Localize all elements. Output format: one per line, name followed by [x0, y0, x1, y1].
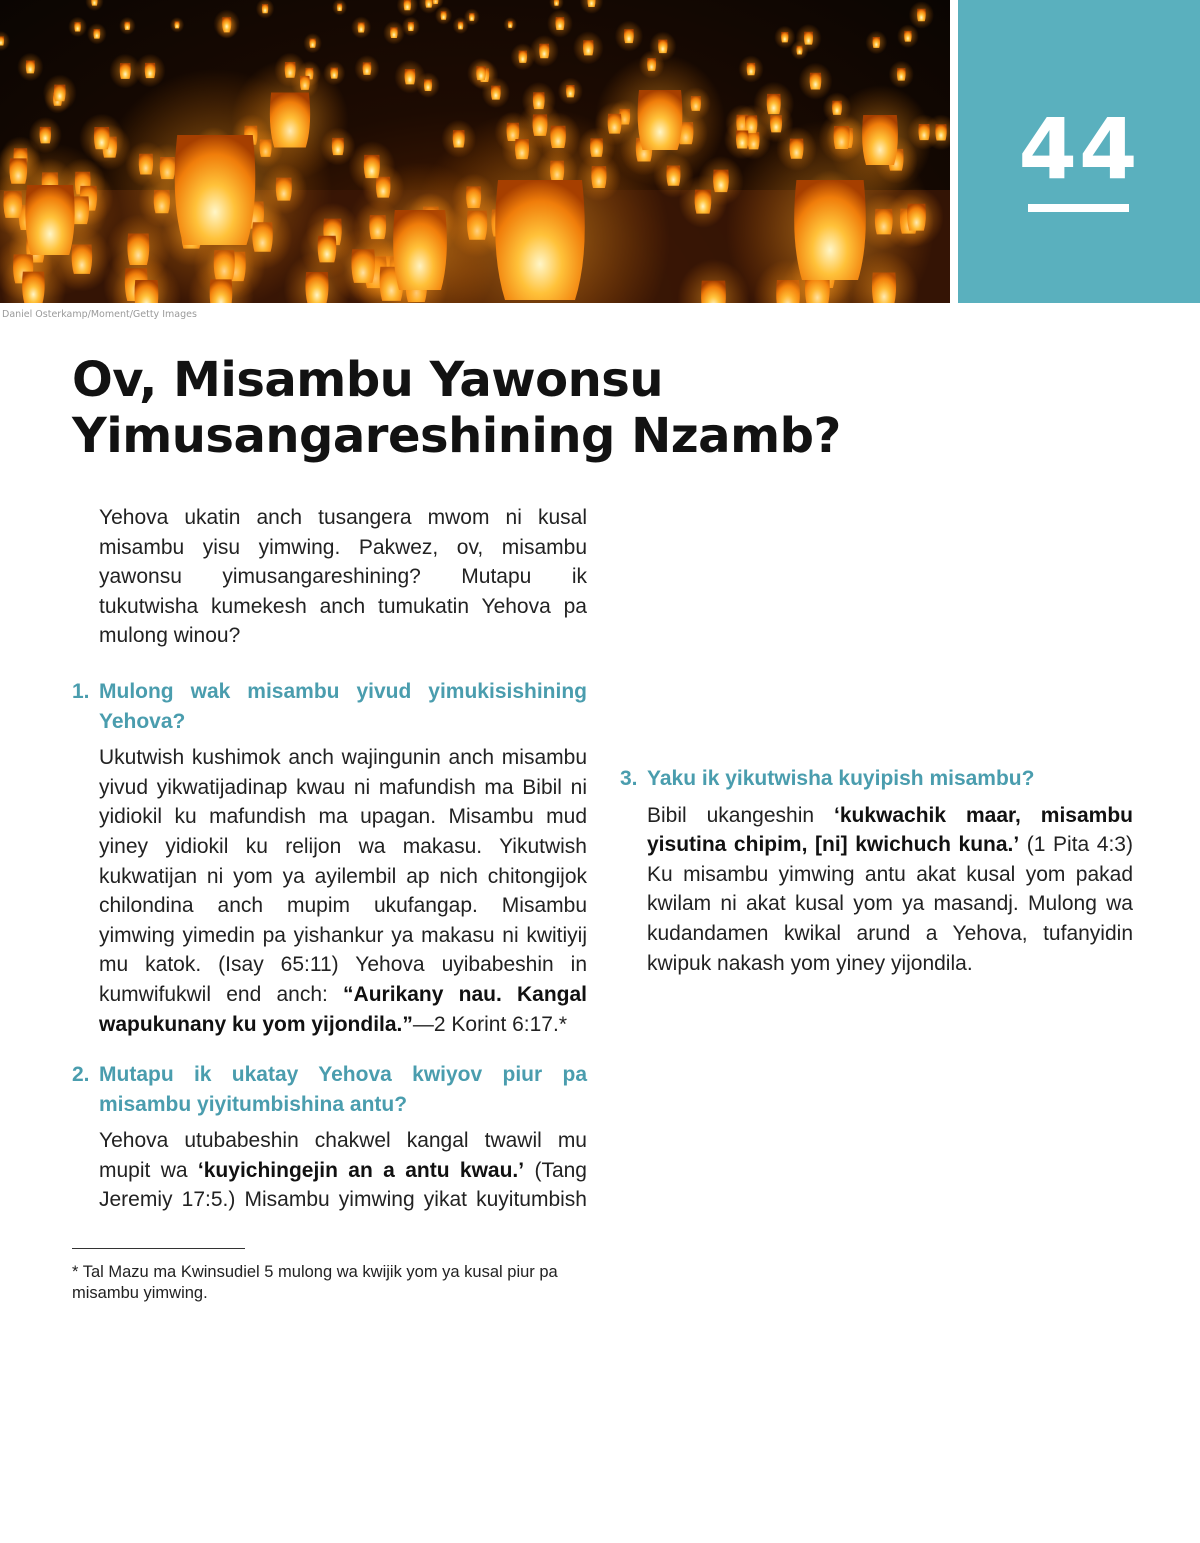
question-3-number: 3.	[620, 767, 638, 790]
lantern	[390, 27, 397, 38]
lantern	[495, 180, 585, 300]
lantern	[638, 90, 683, 150]
lantern	[873, 37, 881, 48]
lantern	[408, 22, 414, 31]
lantern	[904, 31, 911, 42]
section-2-scripture-quote: ‘kuyichingejin an a antu kwau.’	[197, 1158, 525, 1182]
hero-image-lanterns	[0, 0, 950, 303]
lantern	[555, 17, 564, 30]
section-2-clip-left	[72, 1126, 587, 1215]
lantern	[363, 62, 372, 74]
lantern	[337, 4, 342, 11]
lantern	[124, 22, 130, 30]
lantern	[566, 85, 575, 97]
section-3-text-end: (1 Pita 4:3) Ku misambu yimwing antu akat kusal yom pakad kwilam ni akat kusal yom ya masandj. Mulong wa kudandamen kwikal arund a Yehova, tufanyidin kwipuk nakash yom yiney yijondila.	[647, 833, 1133, 975]
section-2-clip-right	[620, 503, 1133, 740]
lantern	[175, 21, 180, 28]
page-title-line1: Ov, Misambu Yawonsu	[72, 352, 664, 408]
lantern	[539, 44, 549, 59]
question-2-text: Mutapu ik ukatay Yehova kwiyov piur pa misambu yiyitumbishina antu?	[99, 1063, 587, 1116]
lantern	[935, 124, 946, 140]
lantern	[358, 22, 365, 32]
section-1-text: Ukutwish kushimok anch wajingunin anch misambu yivud yikwatijadinap kwau ni mafundish ma Bibil ni yidiokil ku mafundish ma upagan. Misambu mud yiney yidiokil ku relijon wa makasu. Yikutwish kukwatijan ni yom ya ayilembil ap nich chitongijok chilondina anch mupim ukufangap. Misambu yimwing yimedin pa yishankur ya makasu ni kwitiyij mu katok. (Isay 65:11) Yehova uyibabeshin in kumwifukwil end anch:	[99, 746, 587, 1006]
text-column-left	[72, 503, 587, 1215]
lantern	[424, 79, 432, 91]
section-3-scripture-quote: ‘kukwachik maar, misambu yisutina chipim, [ni] kwichuch kuna.’	[647, 803, 1133, 857]
lantern	[364, 155, 380, 178]
section-3-text: Bibil ukangeshin	[647, 803, 834, 827]
page-title	[72, 352, 1072, 464]
footnote-divider	[72, 1248, 245, 1249]
section-2-paragraph-part1	[72, 1126, 587, 1215]
lantern	[0, 36, 4, 45]
page-title-line2: Yimusangareshining Nzamb?	[72, 408, 841, 464]
section-2-text-end: (Tang Jeremiy 17:5.) Misambu yimwing yikat kuyitumbish	[99, 1158, 587, 1212]
section-1-scripture-quote: “Aurikany nau. Kangal wapukunany ku yom yijondila.”	[99, 982, 588, 1036]
lantern	[897, 68, 906, 80]
question-1-number: 1.	[72, 679, 90, 703]
lantern	[25, 185, 74, 255]
lantern	[145, 63, 156, 78]
lantern	[736, 130, 749, 148]
lantern	[701, 281, 726, 303]
lantern	[810, 73, 822, 90]
question-1	[72, 677, 587, 736]
photo-credit: Daniel Osterkamp/Moment/Getty Images	[2, 309, 197, 320]
lantern	[554, 0, 559, 6]
lantern	[583, 40, 594, 55]
lantern	[458, 22, 463, 30]
lantern	[917, 9, 926, 22]
lantern	[40, 127, 51, 143]
lesson-number-underline	[1028, 204, 1129, 212]
lantern	[91, 0, 97, 6]
lantern	[404, 0, 411, 10]
lantern	[309, 39, 315, 48]
lantern	[476, 66, 486, 80]
lantern	[508, 21, 513, 28]
section-3-paragraph	[620, 801, 1133, 979]
lantern	[405, 69, 416, 84]
lantern	[658, 40, 667, 53]
lantern	[624, 29, 634, 43]
footnote: * Tal Mazu ma Kwinsudiel 5 mulong wa kwijik yom ya kusal piur pa misambu yimwing.	[72, 1263, 558, 1302]
lantern	[491, 86, 501, 100]
lantern	[175, 135, 256, 245]
question-1-text: Mulong wak misambu yivud yimukisishining Yehova?	[99, 679, 587, 733]
lantern	[767, 94, 781, 114]
lantern	[519, 51, 528, 63]
text-column-right	[620, 503, 1133, 978]
question-3	[620, 764, 1133, 794]
lantern	[587, 0, 595, 7]
section-1-paragraph	[72, 743, 587, 1039]
lantern	[747, 63, 756, 75]
lantern	[794, 180, 866, 280]
section-1-reference: —2 Korint 6:17.*	[412, 1012, 567, 1036]
lantern	[425, 0, 432, 8]
lesson-number-block	[958, 0, 1200, 303]
lantern	[54, 85, 66, 102]
lantern	[120, 63, 131, 79]
lesson-number: 44	[1018, 100, 1140, 198]
lantern	[441, 11, 447, 19]
lantern	[26, 60, 35, 73]
section-2-text: Yehova utubabeshin chakwel kangal twawil mu mupit wa	[99, 1129, 587, 1182]
lantern	[469, 13, 474, 21]
intro-paragraph: Yehova ukatin anch tusangera mwom ni kusal misambu yisu yimwing. Pakwez, ov, misambu yawonsu yimusangareshining? Mutapu ik tukutwisha kumekesh anch tumukatin Yehova pa mulong winou?	[99, 506, 587, 648]
lantern	[781, 32, 788, 42]
question-2-number: 2.	[72, 1063, 90, 1087]
lantern	[262, 4, 268, 13]
lantern	[74, 22, 80, 31]
lantern	[330, 68, 338, 79]
lanterns-illustration	[0, 0, 950, 303]
question-2	[72, 1060, 587, 1119]
lantern	[695, 190, 712, 214]
lantern	[804, 32, 813, 45]
lantern	[93, 29, 100, 39]
lantern	[222, 17, 231, 30]
question-3-text: Yaku ik yikutwisha kuyipish misambu?	[647, 767, 1035, 790]
lantern	[305, 272, 328, 303]
